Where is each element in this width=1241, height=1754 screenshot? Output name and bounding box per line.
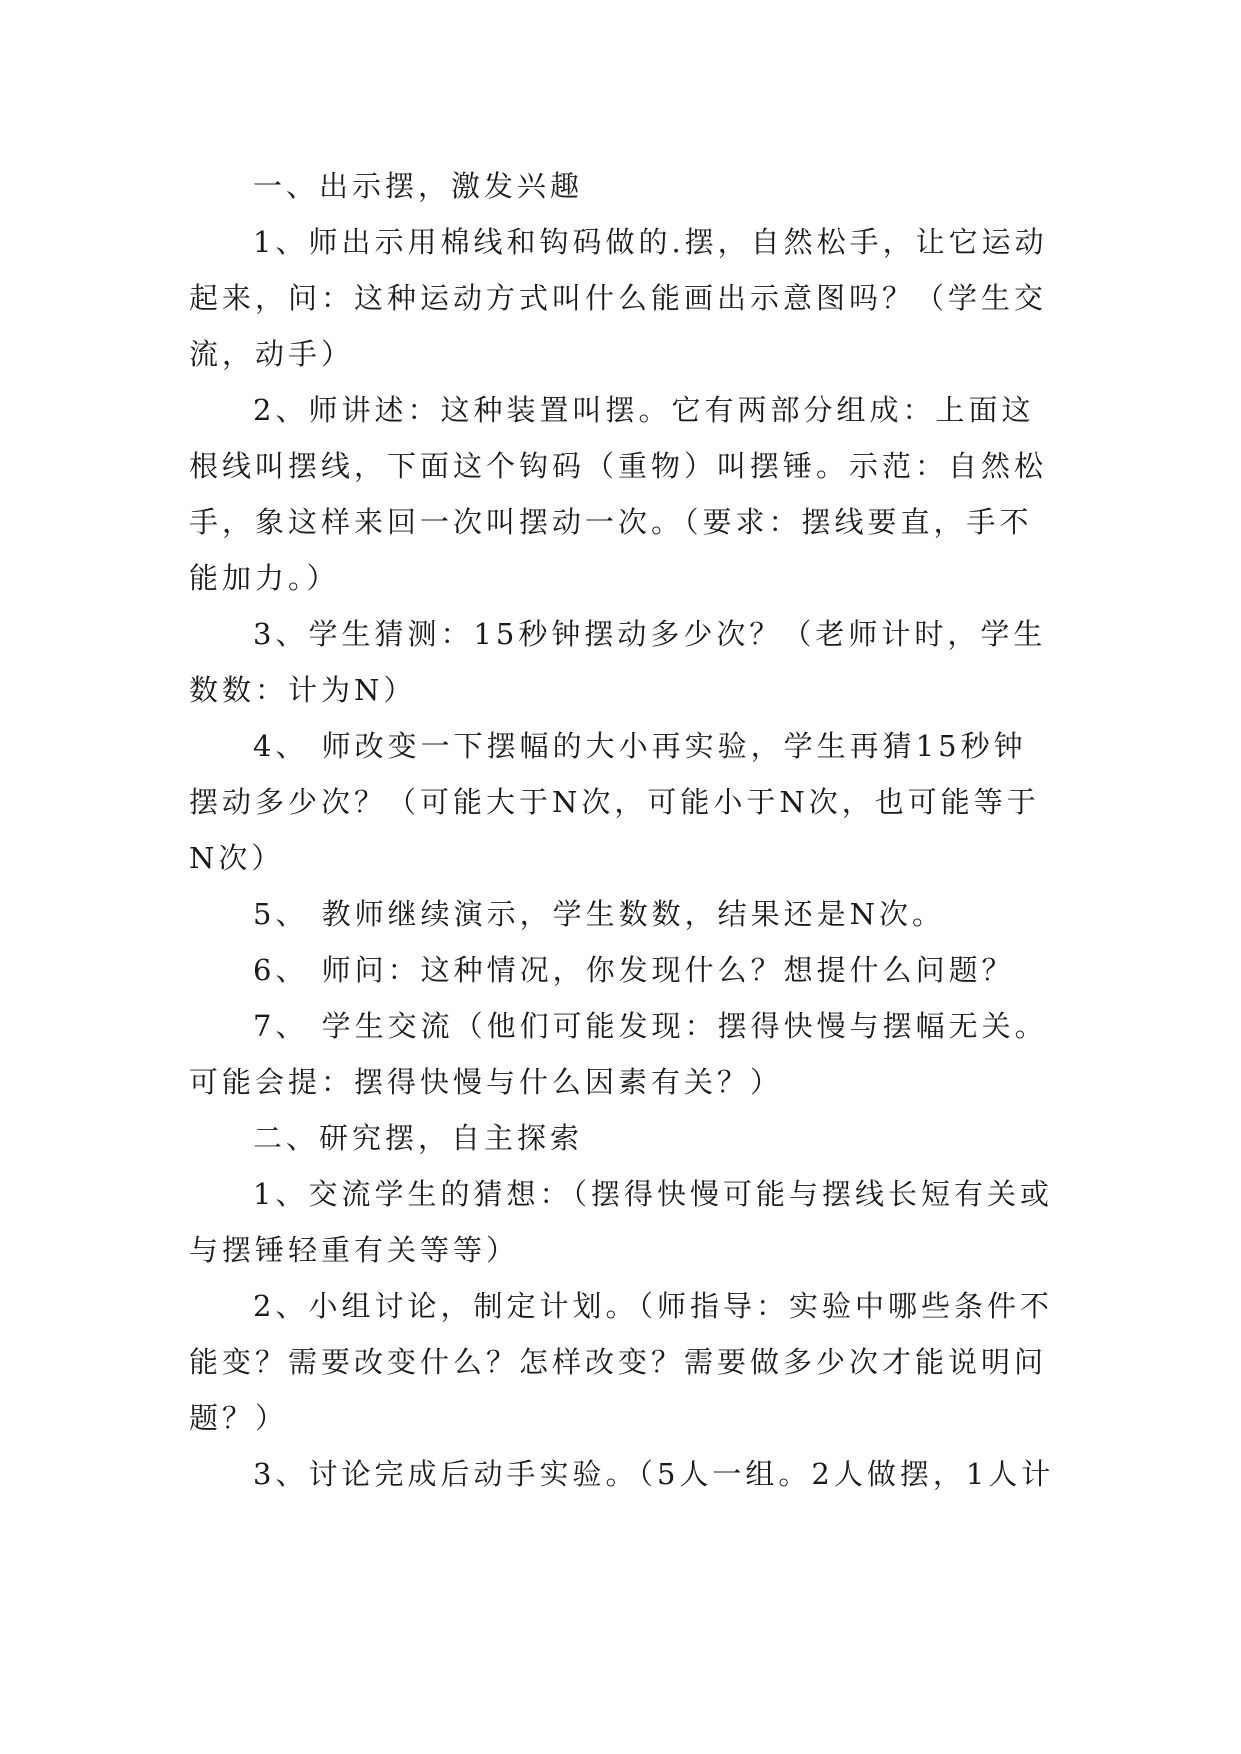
document-body bbox=[189, 158, 1055, 1502]
paragraph: 6、 师问：这种情况，你发现什么？想提什么问题？ bbox=[253, 953, 1015, 987]
paragraph: 7、 学生交流（他们可能发现：摆得快慢与摆幅无关。可能会提：摆得快慢与什么因素有关？） bbox=[189, 1009, 1048, 1099]
paragraph: 3、学生猜测：15秒钟摆动多少次？（老师计时，学生数数：计为N） bbox=[189, 617, 1047, 707]
paragraph: 1、师出示用棉线和钩码做的.摆，自然松手，让它运动起来，问：这种运动方式叫什么能画出示意图吗？（学生交流，动手） bbox=[189, 225, 1048, 371]
paragraph: 4、 师改变一下摆幅的大小再实验，学生再猜15秒钟摆动多少次？（可能大于N次，可能小于N次，也可能等于N次） bbox=[189, 729, 1040, 875]
paragraph: 3、讨论完成后动手实验。（5人一组。2人做摆，1人计 bbox=[253, 1457, 1055, 1491]
paragraph: 5、 教师继续演示，学生数数，结果还是N次。 bbox=[253, 897, 946, 931]
section-heading-2: 二、研究摆，自主探索 bbox=[253, 1121, 584, 1155]
paragraph: 1、交流学生的猜想：（摆得快慢可能与摆线长短有关或与摆锤轻重有关等等） bbox=[189, 1177, 1053, 1267]
section-heading-1: 一、出示摆，激发兴趣 bbox=[253, 169, 584, 203]
paragraph: 2、小组讨论，制定计划。（师指导：实验中哪些条件不能变？需要改变什么？怎样改变？需要做多少次才能说明问题？） bbox=[189, 1289, 1053, 1435]
paragraph: 2、师讲述：这种装置叫摆。它有两部分组成：上面这根线叫摆线，下面这个钩码（重物）叫摆锤。示范：自然松手，象这样来回一次叫摆动一次。（要求：摆线要直，手不能加力。） bbox=[189, 393, 1048, 595]
